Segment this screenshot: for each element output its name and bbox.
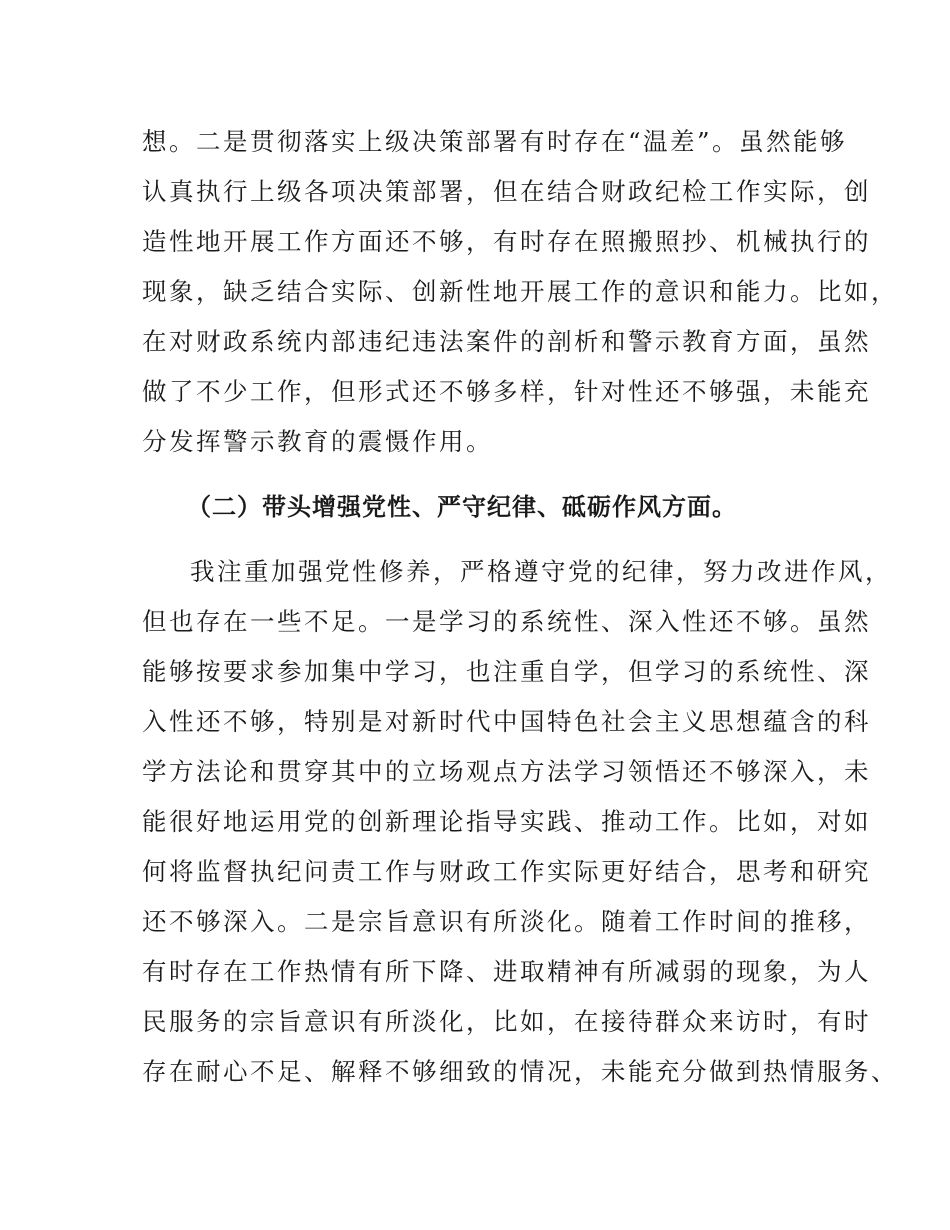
text-line: 在对财政系统内部违纪违法案件的剖析和警示教育方面，虽然	[142, 327, 871, 356]
text-line: 做了不少工作，但形式还不够多样，针对性还不够强，未能充	[142, 377, 871, 406]
text-line: 造性地开展工作方面还不够，有时存在照搬照抄、机械执行的	[142, 227, 871, 256]
text-line: 有时存在工作热情有所下降、进取精神有所减弱的现象，为人	[142, 957, 871, 986]
text-line: 认真执行上级各项决策部署，但在结合财政纪检工作实际，创	[142, 177, 871, 206]
section-heading: （二）带头增强党性、严守纪律、砥砺作风方面。	[187, 493, 737, 521]
text-line: 想。二是贯彻落实上级决策部署有时存在“温差”。虽然能够	[142, 127, 848, 156]
text-line: 何将监督执纪问责工作与财政工作实际更好结合，思考和研究	[142, 857, 871, 886]
text-line: 学方法论和贯穿其中的立场观点方法学习领悟还不够深入，未	[142, 757, 871, 786]
text-line: 存在耐心不足、解释不够细致的情况，未能充分做到热情服务、	[142, 1057, 898, 1086]
text-line: 入性还不够，特别是对新时代中国特色社会主义思想蕴含的科	[142, 707, 871, 736]
text-line: 民服务的宗旨意识有所淡化，比如，在接待群众来访时，有时	[142, 1007, 871, 1036]
text-line: 能很好地运用党的创新理论指导实践、推动工作。比如，对如	[142, 807, 871, 836]
text-line: 还不够深入。二是宗旨意识有所淡化。随着工作时间的推移，	[142, 907, 871, 936]
text-line: 能够按要求参加集中学习，也注重自学，但学习的系统性、深	[142, 657, 871, 686]
text-line: 我注重加强党性修养，严格遵守党的纪律，努力改进作风，	[190, 557, 892, 586]
text-line: 但也存在一些不足。一是学习的系统性、深入性还不够。虽然	[142, 607, 871, 636]
text-line: 现象，缺乏结合实际、创新性地开展工作的意识和能力。比如，	[142, 277, 898, 306]
text-line: 分发挥警示教育的震慑作用。	[142, 427, 493, 456]
